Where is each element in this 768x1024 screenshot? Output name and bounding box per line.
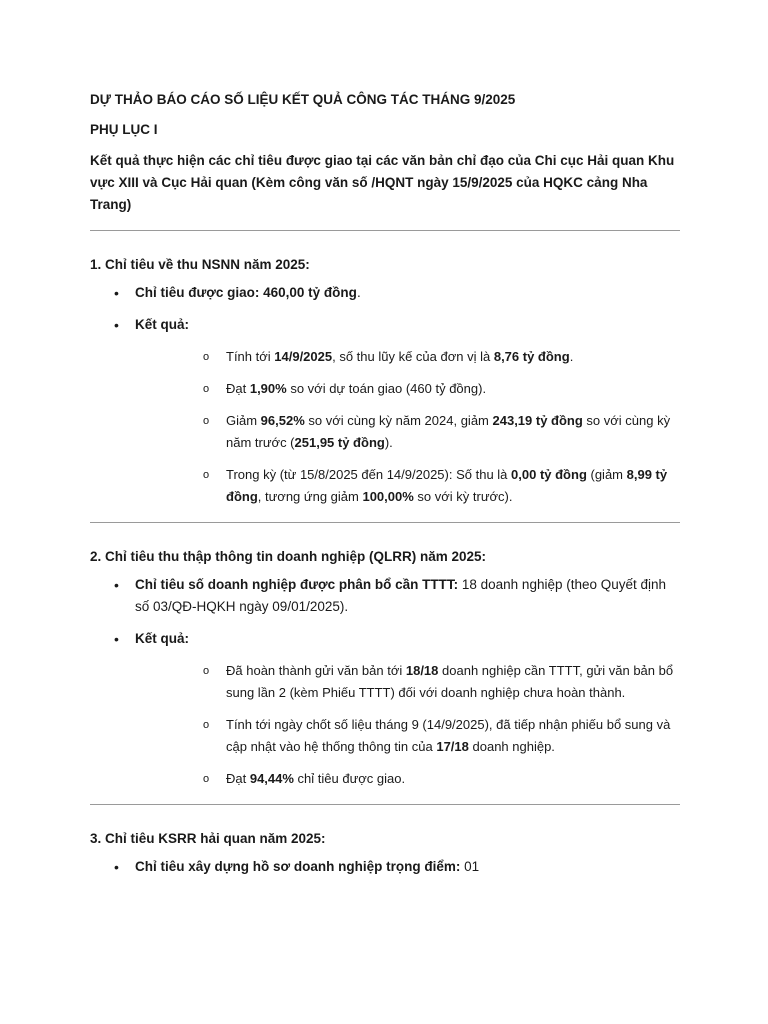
result-line — [135, 660, 680, 704]
result-line — [135, 410, 680, 454]
target-value: 01 — [460, 859, 480, 874]
section-2-heading: 2. Chỉ tiêu thu thập thông tin doanh nghiệp (QLRR) năm 2025: — [90, 549, 486, 564]
bold-value: 8,99 tỷ đồng — [226, 467, 668, 504]
text: so với cùng kỳ năm 2024, giảm — [304, 413, 493, 428]
result-line — [135, 346, 680, 368]
appendix-label: PHỤ LỤC I — [90, 122, 158, 137]
section-3-heading: 3. Chỉ tiêu KSRR hải quan năm 2025: — [90, 831, 326, 846]
result-line — [135, 768, 680, 790]
bold-value: 243,19 tỷ đồng — [492, 413, 583, 428]
section-1 — [90, 257, 680, 523]
bold-value: 251,95 tỷ đồng — [294, 435, 385, 450]
section-1-heading: 1. Chỉ tiêu về thu NSNN năm 2025: — [90, 257, 310, 272]
section-2-list — [90, 574, 680, 790]
text: so với cùng kỳ năm trước ( — [226, 413, 671, 450]
text: so với dự toán giao (460 tỷ đồng). — [286, 381, 487, 396]
text: so với kỳ trước). — [413, 489, 513, 504]
result-label: Kết quả: — [135, 317, 189, 332]
target-value: 460,00 tỷ đồng — [263, 285, 357, 300]
bold-value: 17/18 — [436, 739, 469, 754]
target-value: 18 doanh nghiệp (theo Quyết định số 03/QĐ-HQKH ngày 09/01/2025). — [135, 577, 667, 614]
text: . — [569, 349, 574, 364]
target-label: Chỉ tiêu được giao: — [135, 285, 260, 300]
bold-value: 8,76 tỷ đồng — [493, 349, 570, 364]
bold-value: 96,52% — [260, 413, 305, 428]
text: ). — [384, 435, 393, 450]
document-content — [90, 92, 680, 878]
target-item — [90, 574, 680, 618]
text: Tính tới — [226, 349, 275, 364]
punct: . — [356, 285, 361, 300]
bold-value: 1,90% — [249, 381, 287, 396]
text: chỉ tiêu được giao. — [293, 771, 406, 786]
report-description: Kết quả thực hiện các chỉ tiêu được giao tại các văn bản chỉ đạo của Chi cục Hải quan Khu vực XIII và Cục Hải quan (Kèm công văn số /HQNT ngày 15/9/2025 của HQKC cảng Nha Trang) — [90, 153, 675, 212]
text: (giảm — [586, 467, 627, 482]
target-label: Chỉ tiêu xây dựng hồ sơ doanh nghiệp trọng điểm: — [135, 859, 461, 874]
text: doanh nghiệp. — [468, 739, 555, 754]
divider — [90, 230, 680, 231]
result-item — [90, 314, 680, 508]
bold-value: 0,00 tỷ đồng — [511, 467, 587, 482]
target-label: Chỉ tiêu số doanh nghiệp được phân bổ cần TTTT: — [135, 577, 459, 592]
text: Đạt — [226, 771, 250, 786]
text: doanh nghiệp cần TTTT, gửi văn bản bổ sung lần 2 (kèm Phiếu TTTT) đối với doanh nghiệp chưa hoàn thành. — [226, 663, 674, 700]
bold-value: 18/18 — [405, 663, 439, 678]
text: Tính tới ngày chốt số liệu tháng 9 (14/9/2025), đã tiếp nhận phiếu bổ sung và cập nhật vào hệ thống thông tin của — [226, 717, 671, 754]
section-1-list — [90, 282, 680, 508]
result-line — [135, 378, 680, 400]
section-3 — [90, 831, 680, 878]
target-item — [90, 282, 680, 304]
text: Trong kỳ (từ 15/8/2025 đến 14/9/2025): Số thu là — [226, 467, 512, 482]
result-line — [135, 464, 680, 508]
section-3-list — [90, 856, 680, 878]
divider — [90, 804, 680, 805]
section-2 — [90, 549, 680, 805]
bold-value: 14/9/2025 — [274, 349, 333, 364]
text: Đã hoàn thành gửi văn bản tới — [226, 663, 406, 678]
text: Đạt — [226, 381, 250, 396]
target-item — [90, 856, 680, 878]
result-item — [90, 628, 680, 790]
text: Giảm — [226, 413, 261, 428]
result-sublist — [135, 660, 680, 790]
result-label: Kết quả: — [135, 631, 189, 646]
report-title: DỰ THẢO BÁO CÁO SỐ LIỆU KẾT QUẢ CÔNG TÁC THÁNG 9/2025 — [90, 92, 516, 107]
result-line — [135, 714, 680, 758]
divider — [90, 522, 680, 523]
result-sublist — [135, 346, 680, 508]
bold-value: 100,00% — [362, 489, 414, 504]
bold-value: 94,44% — [249, 771, 294, 786]
text: , số thu lũy kế của đơn vị là — [332, 349, 494, 364]
text: , tương ứng giảm — [257, 489, 363, 504]
